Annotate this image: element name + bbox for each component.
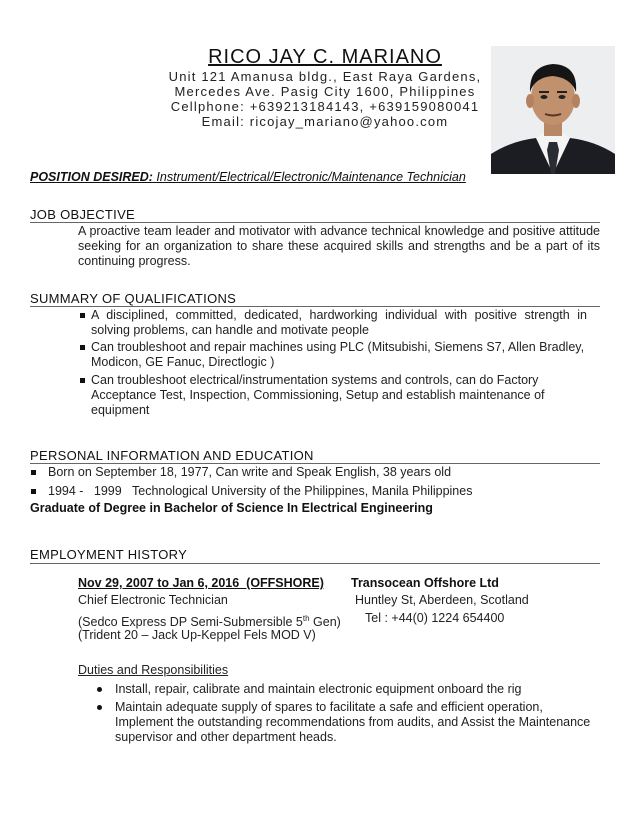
employer-address: Huntley St, Aberdeen, Scotland (355, 593, 529, 607)
job-objective-heading: JOB OBJECTIVE (30, 207, 136, 222)
education-years: 1994 - 1999 (48, 484, 122, 498)
job-objective-text: A proactive team leader and motivator with advance technical knowledge and positive attitude seeking for an organization to share these acquired skills and strengths and be a part of its continuing progress. (78, 224, 600, 268)
applicant-photo (491, 46, 615, 174)
duties-heading: Duties and Responsibilities (78, 663, 229, 677)
square-bullet-icon (31, 489, 36, 494)
education-school: Technological University of the Philippines, Manila Philippines (132, 484, 473, 498)
vessel-1-superscript: th (302, 614, 310, 623)
employer-name: Transocean Offshore Ltd (351, 576, 499, 590)
vessel-2: (Trident 20 – Jack Up-Keppel Fels MOD V) (78, 628, 316, 642)
employment-dates: Nov 29, 2007 to Jan 6, 2016 (OFFSHORE) (78, 576, 324, 590)
qualification-item: Can troubleshoot and repair machines using PLC (Mitsubishi, Siemens S7, Allen Bradley, Modicon, GE Fanuc, Directlogic ) (91, 340, 585, 369)
vessel-1-name: (Sedco Express DP Semi-Submersible 5 (78, 615, 303, 630)
personal-info-heading: PERSONAL INFORMATION AND EDUCATION (30, 448, 314, 463)
address-line-1: Unit 121 Amanusa bldg., East Raya Gardens, (168, 69, 482, 84)
personal-born: Born on September 18, 1977, Can write and Speak English, 38 years old (48, 465, 452, 479)
qualification-item: Can troubleshoot electrical/instrumentation systems and controls, can do Factory Acceptance Test, Inspection, Commissioning, Setup and establish maintenance of equipment (91, 373, 545, 417)
section-divider (30, 563, 600, 564)
round-bullet-icon (97, 687, 102, 692)
position-value: Instrument/Electrical/Electronic/Maintenance Technician (156, 170, 466, 184)
applicant-name: RICO JAY C. MARIANO (208, 46, 442, 68)
qualification-item: A disciplined, committed, dedicated, hardworking individual with positive strength in solving problems, can handle and motivate people (91, 308, 587, 337)
employment-heading: EMPLOYMENT HISTORY (30, 547, 188, 562)
vessel-1-suffix: Gen) (309, 615, 341, 630)
square-bullet-icon (80, 345, 85, 350)
qualifications-heading: SUMMARY OF QUALIFICATIONS (30, 291, 237, 306)
square-bullet-icon (31, 470, 36, 475)
position-label: POSITION DESIRED: (30, 170, 153, 184)
phone-numbers: Cellphone: +639213184143, +639159080041 (170, 99, 480, 114)
duty-item: Install, repair, calibrate and maintain electronic equipment onboard the rig (115, 682, 522, 696)
duty-item: Maintain adequate supply of spares to facilitate a safe and efficient operation, Implement the outstanding recommendations from audits, and Assist the Maintenance supervisor and other department heads. (115, 700, 591, 744)
square-bullet-icon (80, 313, 85, 318)
square-bullet-icon (80, 378, 85, 383)
position-desired (30, 170, 466, 184)
degree: Graduate of Degree in Bachelor of Science In Electrical Engineering (30, 501, 433, 515)
round-bullet-icon (97, 705, 102, 710)
section-divider (30, 222, 600, 223)
employer-telephone: Tel : +44(0) 1224 654400 (365, 611, 505, 625)
email-address: Email: ricojay_mariano@yahoo.com (201, 114, 449, 129)
section-divider (30, 306, 600, 307)
job-role: Chief Electronic Technician (78, 593, 228, 607)
section-divider (30, 463, 600, 464)
address-line-2: Mercedes Ave. Pasig City 1600, Philippines (174, 84, 476, 99)
